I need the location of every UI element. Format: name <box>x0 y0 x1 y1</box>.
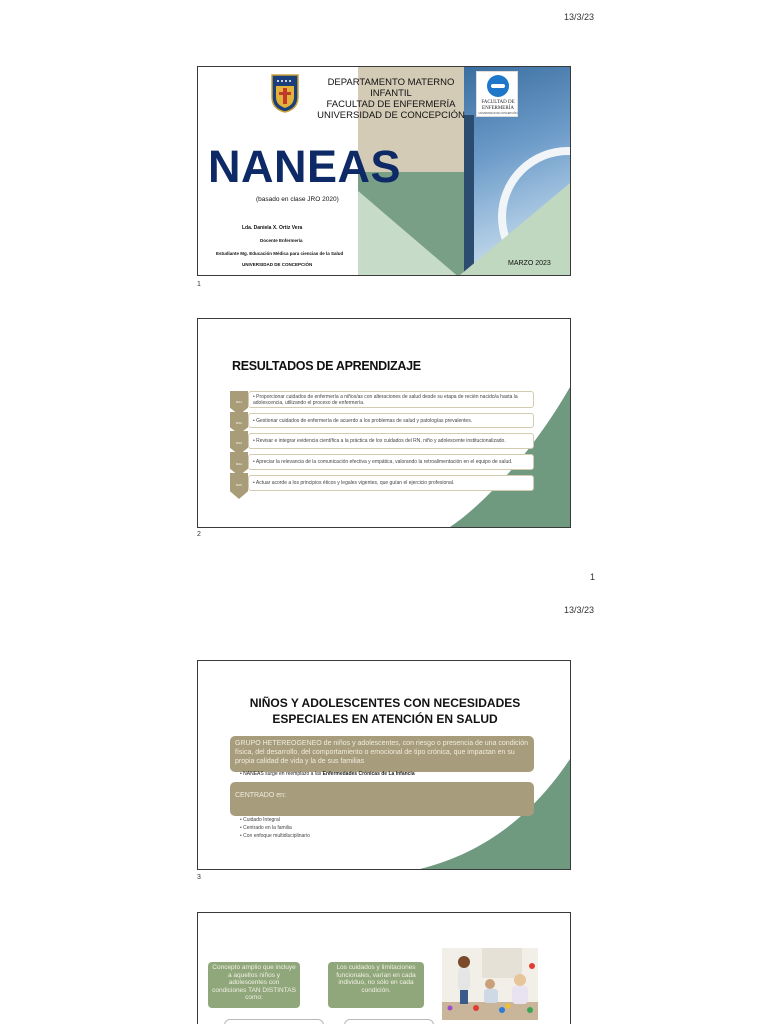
list-item: • Con enfoque multidisciplinario <box>240 833 310 839</box>
slide-subtitle: (basado en clase JRO 2020) <box>256 196 339 203</box>
note-text: • NANEAS surge en reemplazo a las <box>240 771 323 777</box>
title-line: NIÑOS Y ADOLESCENTES CON NECESIDADES <box>249 696 521 710</box>
faculty-logo <box>476 71 518 117</box>
sub-item-pill <box>344 1019 434 1024</box>
department-header <box>306 77 476 121</box>
chevron-label: RA4 <box>236 462 242 466</box>
author-role: Docente Enfermería <box>260 238 303 243</box>
chevron-label: RA3 <box>236 441 242 445</box>
slide-concept <box>197 912 571 1024</box>
outcome-item: • Revisar e integrar evidencia científica a la práctica de los cuidados del RN, niño y adolescente institucionalizado. <box>248 433 534 449</box>
logo-text: ENFERMERÍA <box>482 106 514 111</box>
photo-column <box>464 115 474 276</box>
outcome-item: • Proporcionar cuidados de enfermería a niños/as con alteraciones de salud desde su etapa de recién nacido/a hasta la adolescencia, utilizando el proceso de enfermería. <box>248 391 534 408</box>
slide-naneas-definition <box>197 660 571 870</box>
sub-item-pill <box>224 1019 324 1024</box>
note-bold: Enfermedades Crónicas de La Infancia <box>322 771 415 777</box>
outcome-item: • Actuar acorde a los principios éticos y legales vigentes, que guían el ejercicio profesional. <box>248 475 534 491</box>
slide-title: RESULTADOS DE APRENDIZAJE <box>232 359 421 373</box>
author-name: Lda. Daniela X. Ortiz Vera <box>242 225 303 231</box>
dept-line: DEPARTAMENTO MATERNO INFANTIL <box>327 77 455 99</box>
outcome-item: • Apreciar la relevancia de la comunicación efectiva y empática, valorando la retroalimentación en el equipo de salud. <box>248 454 534 470</box>
definition-box: GRUPO HETEREOGENEO de niños y adolescentes, con riesgo o presencia de una condición física, del desarrollo, del comportamiento o emocional de tipo crónica, que impactan en su propia calidad de vida y la de sus familias <box>230 736 534 772</box>
slide-number: 2 <box>197 531 201 538</box>
author-studies: Estudiante Mg. Educación Médica para ciencias de la Salud <box>216 251 344 256</box>
globe-icon <box>487 75 509 97</box>
chevron-label: RA1 <box>236 400 242 404</box>
title-line: ESPECIALES EN ATENCIÓN EN SALUD <box>272 712 498 726</box>
dept-line: UNIVERSIDAD DE CONCEPCIÓN <box>317 110 465 121</box>
concept-box: Concepto amplio que incluye a aquellos niños y adolescentes con condiciones TAN DISTINTAS como: <box>208 962 300 1008</box>
page-date: 13/3/23 <box>563 605 594 615</box>
university-crest-icon <box>270 73 300 113</box>
logo-text: UNIVERSIDAD DE CONCEPCIÓN <box>478 112 518 115</box>
slide-number: 1 <box>197 281 201 288</box>
children-playing-photo <box>442 948 538 1020</box>
list-item: • Centrado en la familia <box>240 825 292 831</box>
focus-list <box>240 816 310 840</box>
slide-date: MARZO 2023 <box>508 260 551 267</box>
logo-text: FACULTAD DE <box>481 100 515 105</box>
naneas-note <box>240 771 415 777</box>
page-number: 1 <box>590 572 596 582</box>
outcome-item: • Gestionar cuidados de enfermería de acuerdo a los problemas de salud y patologías prevalentes. <box>248 413 534 428</box>
chevron-label: RA5 <box>236 483 242 487</box>
list-item: • Cuidado Integral <box>240 817 280 823</box>
chevron-label: RA2 <box>236 421 242 425</box>
focus-box: CENTRADO en: <box>230 782 534 816</box>
page-date: 13/3/23 <box>563 12 594 22</box>
slide-title <box>218 695 552 727</box>
slide-title <box>197 66 571 276</box>
care-box: Los cuidados y limitaciones funcionales, varían en cada individuo, no sólo en cada condición. <box>328 962 424 1008</box>
author-university: UNIVERSIDAD DE CONCEPCIÓN <box>242 262 313 267</box>
slide-learning-outcomes <box>197 318 571 528</box>
slide-main-title: NANEAS <box>208 141 402 192</box>
slide-number: 3 <box>197 874 201 881</box>
dept-line: FACULTAD DE ENFERMERÍA <box>326 99 456 110</box>
